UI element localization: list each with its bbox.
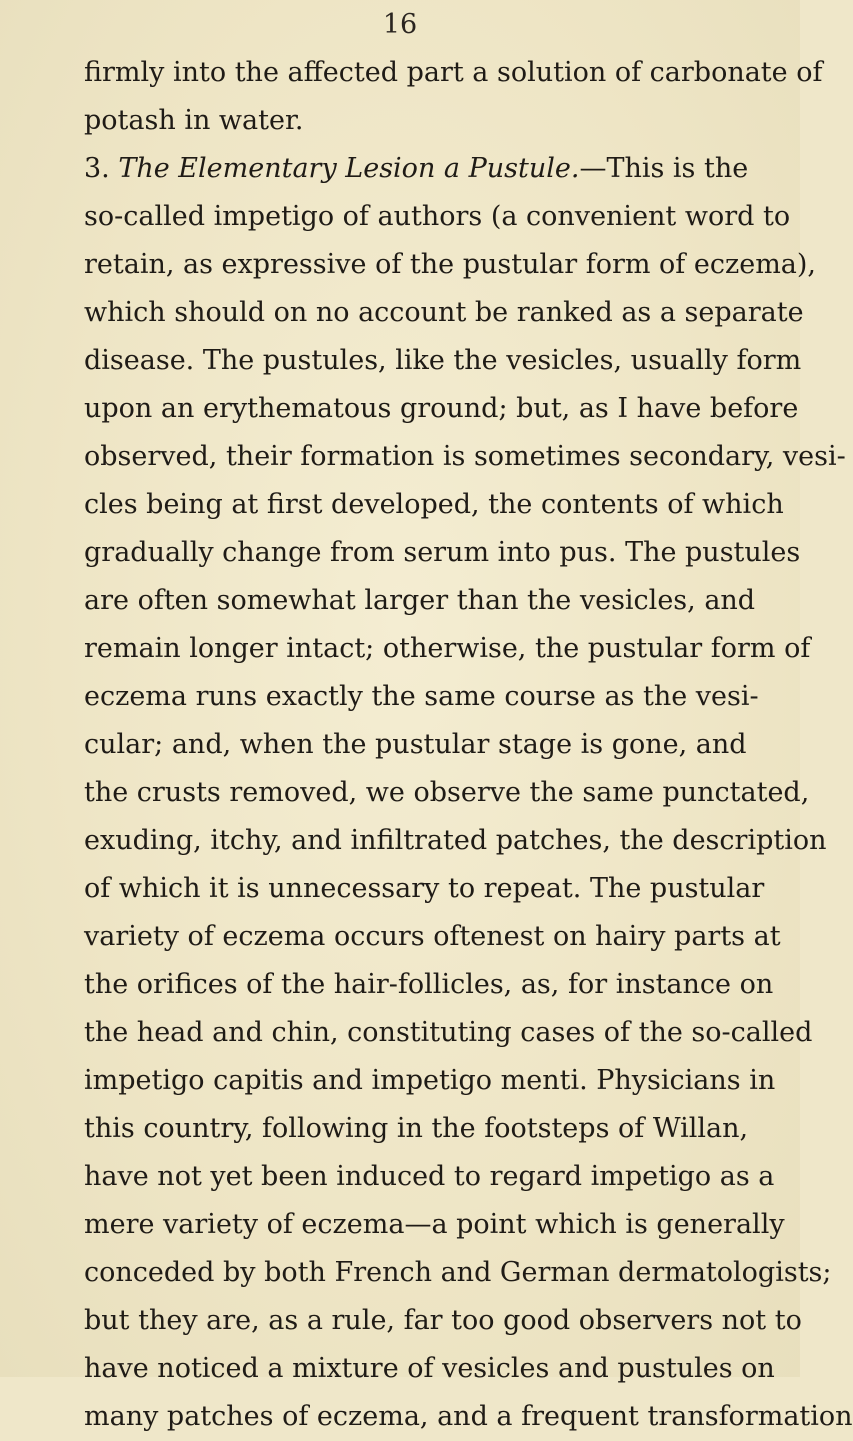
text-line [84,1105,749,1153]
text-line [84,241,817,289]
text-run: gradually change from serum into pus. The pustules [84,537,801,568]
text-line [84,1297,802,1345]
text-line [84,817,827,865]
text-line [84,385,799,433]
text-run: which should on no account be ranked as a separate [84,297,804,328]
text-line [84,1153,775,1201]
text-run: mere variety of eczema—a point which is generally [84,1209,785,1240]
text-line [84,49,823,97]
text-run: this country, following in the footsteps of Willan, [84,1113,749,1144]
text-line [84,193,791,241]
text-run: disease. The pustules, like the vesicles, usually form [84,345,802,376]
text-line [84,865,765,913]
text-line [84,721,747,769]
text-line [84,1249,832,1297]
text-run: the head and chin, constituting cases of the so-called [84,1017,813,1048]
text-run: the orifices of the hair-follicles, as, for instance on [84,969,774,1000]
text-run: remain longer intact; otherwise, the pustular form of [84,633,811,664]
text-line [84,769,810,817]
text-line [84,1057,776,1105]
text-line [84,433,846,481]
text-line [84,577,756,625]
text-run: cles being at first developed, the contents of which [84,489,784,520]
text-run: so-called impetigo of authors (a convenient word to [84,201,791,232]
text-run: conceded by both French and German dermatologists; [84,1257,832,1288]
text-run: potash in water. [84,105,304,136]
text-line [84,673,759,721]
text-line [84,625,811,673]
text-line [84,1345,775,1393]
text-run: upon an erythematous ground; but, as I have before [84,393,799,424]
text-run: impetigo capitis and impetigo menti. Physicians in [84,1065,776,1096]
text-run: are often somewhat larger than the vesicles, and [84,585,756,616]
italic-heading: The Elementary Lesion a Pustule. [118,153,580,184]
page-number: 16 [382,9,418,40]
text-line [84,481,784,529]
text-run: variety of eczema occurs oftenest on hairy parts at [84,921,781,952]
text-run: but they are, as a rule, far too good observers not to [84,1305,802,1336]
text-line [84,913,781,961]
text-run: observed, their formation is sometimes secondary, vesi- [84,441,846,472]
text-line [84,529,801,577]
text-run: have not yet been induced to regard impetigo as a [84,1161,775,1192]
text-run: retain, as expressive of the pustular form of eczema), [84,249,817,280]
text-run: eczema runs exactly the same course as the vesi- [84,681,759,712]
text-run: —This is the [579,153,749,184]
text-line [84,1393,853,1441]
text-run: have noticed a mixture of vesicles and pustules on [84,1353,775,1384]
text-run: the crusts removed, we observe the same punctated, [84,777,810,808]
text-line [84,97,744,145]
text-line [84,961,774,1009]
text-line [84,1201,785,1249]
text-run: many patches of eczema, and a frequent transformation [84,1401,853,1432]
text-run: firmly into the affected part a solution of carbonate of [84,57,823,88]
text-line [84,289,804,337]
text-run: 3. [84,153,119,184]
text-run: cular; and, when the pustular stage is gone, and [84,729,747,760]
text-run: of which it is unnecessary to repeat. The pustular [84,873,765,904]
text-line [84,1009,813,1057]
text-line [84,145,749,193]
text-run: exuding, itchy, and infiltrated patches, the description [84,825,827,856]
text-line [84,337,802,385]
body-text [84,49,853,1441]
